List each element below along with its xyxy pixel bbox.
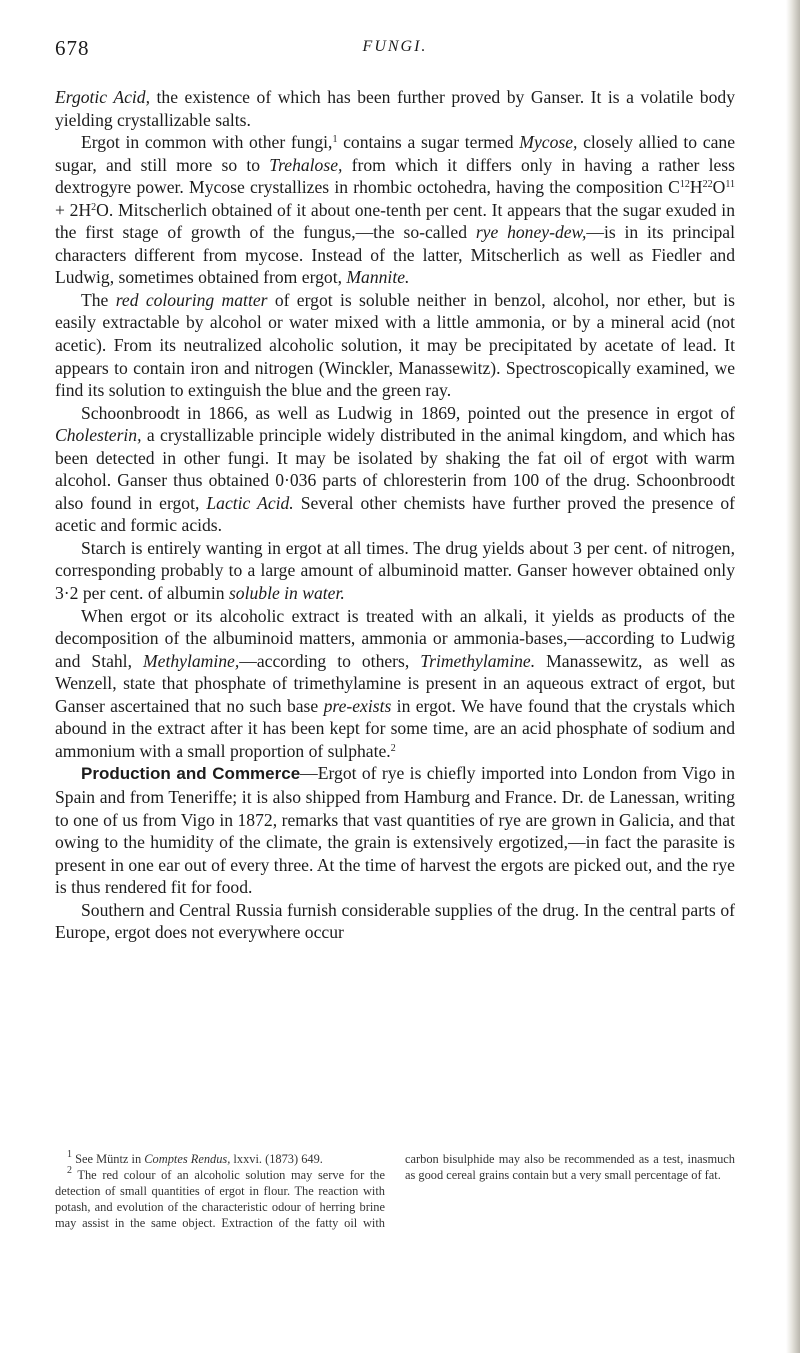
text-span: Ergot in common with other fungi,: [81, 132, 333, 153]
running-title: FUNGI.: [362, 38, 428, 55]
footnotes: [55, 1151, 735, 1247]
main-text: [55, 86, 735, 944]
section-heading: Production and Commerce: [81, 764, 301, 784]
term-mycose: Mycose,: [519, 132, 578, 153]
term-soluble-in-water: soluble in water.: [228, 583, 345, 604]
paragraph-production-commerce: [55, 762, 735, 898]
text-span: —according to others,: [239, 650, 421, 671]
text-span: Starch is entirely wanting in ergot at all times. The drug yields about 3 per cent. of nitrogen, corresponding probably to a large amount of albuminoid matter. Ganser however obtained only 3·2 per cent. of albumin: [55, 537, 735, 604]
text-span: Schoonbroodt in 1866, as well as Ludwig in 1869, pointed out the presence in ergot of: [81, 402, 735, 423]
footnote-ref-1: 1: [332, 134, 338, 146]
paragraph-mycose: [55, 131, 735, 289]
text-span: When ergot or its alcoholic extract is treated with an alkali, it yields as products of the decomposition of the albuminoid matters, ammonia or ammonia-bases,—according to Ludwig and Stahl,: [55, 605, 735, 671]
footnote-marker: 1: [67, 1149, 72, 1160]
text-span: + 2H: [55, 199, 92, 220]
paragraph-alkali: [55, 605, 735, 763]
text-span: contains a sugar termed: [337, 132, 520, 153]
footnote-column-left: [55, 1151, 735, 1247]
text-span: O: [712, 177, 726, 198]
text-span: a crystallizable principle widely distributed in the animal kingdom, and which has been detected in other fungi. It may be isolated by shaking the fat oil of ergot with warm alcohol. Ganser thus obtained 0·036 parts of chloresterin from 100 of the drug. Schoonbroodt also found in ergot,: [55, 425, 735, 513]
text-span: —Ergot of rye is chiefly imported into London from Vigo in Spain and from Teneriffe; it is also shipped from Hamburg and France. Dr. de Lanessan, writing to one of us from Vigo in 1872, remarks that vast quantities of rye are grown in Galicia, and that owing to the humidity of the climate, the grain is extensively ergotized,—in fact the parasite is present in one ear out of every three. At the time of harvest the ergots are picked out, and the rye is thus rendered fit for food.: [55, 763, 735, 898]
text-span: See Müntz in: [72, 1152, 145, 1166]
term-pre-exists: pre-exists: [323, 695, 392, 716]
page-header: [55, 36, 735, 66]
paragraph-colouring-matter: [55, 289, 735, 402]
text-span: Southern and Central Russia furnish considerable supplies of the drug. In the central parts of Europe, ergot does not everywhere occur: [55, 899, 735, 943]
paragraph-ergotic-acid: [55, 86, 735, 131]
term-ergotic-acid: Ergotic Acid,: [55, 87, 150, 107]
term-mannite: Mannite.: [346, 267, 410, 288]
paragraph-russia: [55, 899, 735, 944]
term-trimethylamine: Trimethylamine.: [420, 650, 536, 671]
term-trehalose: Trehalose,: [269, 154, 343, 175]
text-span: from which it differs only in having a rather less dextrogyre power. Mycose crystallizes in rhombic octohedra, having the composition C: [55, 154, 735, 198]
page-edge-shadow: [786, 0, 800, 1353]
term-rye-honey-dew: rye honey-dew,: [475, 222, 587, 243]
text-span: —is in its principal characters different from mycose. Instead of the latter, Mitscherlich as well as Fiedler and Ludwig, sometimes obtained from ergot,: [55, 222, 735, 288]
text-span: H: [689, 177, 703, 198]
footnote-ref-2: 2: [390, 742, 396, 754]
footnote-marker: 2: [67, 1165, 72, 1176]
formula-superscript: 11: [725, 179, 735, 191]
text-span: O. Mitscherlich obtained of it about one-tenth per cent. It appears that the sugar exuded in the first stage of growth of the fungus,—the so-called: [55, 199, 735, 243]
paragraph-cholesterin: [55, 402, 735, 537]
text-span: in ergot. We have found that the crystals which abound in the extract after it has been kept for some time, are an acid phosphate of sodium and ammonium with a small proportion of sulphate.: [55, 695, 736, 761]
text-span: the existence of which has been further proved by Ganser. It is a volatile body yielding crystallizable salts.: [55, 87, 735, 130]
formula-superscript: 12: [679, 179, 690, 191]
page-number: 678: [55, 36, 90, 60]
text-span: Several other chemists have further proved the presence of acetic and formic acids.: [55, 492, 735, 536]
text-span: The: [81, 289, 116, 310]
text-span: closely allied to cane sugar, and still more so to: [55, 132, 736, 175]
term-lactic-acid: Lactic Acid.: [206, 492, 294, 513]
text-span: The red colour of an alcoholic solution may serve for the detection of small quantities of ergot in flour. The reaction with potash, and evolution of the characteristic odour of herring brine may assist in the same object. Extraction of the fatty oil with carbon bisulphide may also be recommended as a test, inasmuch as good cereal grains contain but a very small percentage of fat.: [55, 1152, 735, 1230]
text-span: lxxvi. (1873) 649.: [230, 1152, 323, 1166]
formula-superscript: 22: [702, 179, 713, 191]
text-span: of ergot is soluble neither in benzol, alcohol, nor ether, but is easily extractable by alcohol or water mixed with a little ammonia, or by a mineral acid (not acetic). From its neutralized alcoholic solution, it may be precipitated by acetate of lead. It appears to contain iron and nitrogen (Winckler, Manassewitz). Spectroscopically examined, we find its solution to extinguish the blue and the green ray.: [55, 289, 735, 401]
formula-superscript: 2: [91, 201, 97, 213]
term-red-colouring-matter: red colouring matter: [115, 289, 268, 310]
text-span: Manassewitz, as well as Wenzell, state that phosphate of trimethylamine is present in an aqueous extract of ergot, but Ganser ascertained that no such base: [55, 650, 736, 716]
term-comptes-rendus: Comptes Rendus,: [144, 1152, 231, 1166]
footnote-1: [55, 1151, 385, 1167]
term-cholesterin: Cholesterin,: [55, 425, 142, 446]
paragraph-starch: [55, 537, 735, 605]
term-methylamine: Methylamine,: [142, 650, 240, 671]
